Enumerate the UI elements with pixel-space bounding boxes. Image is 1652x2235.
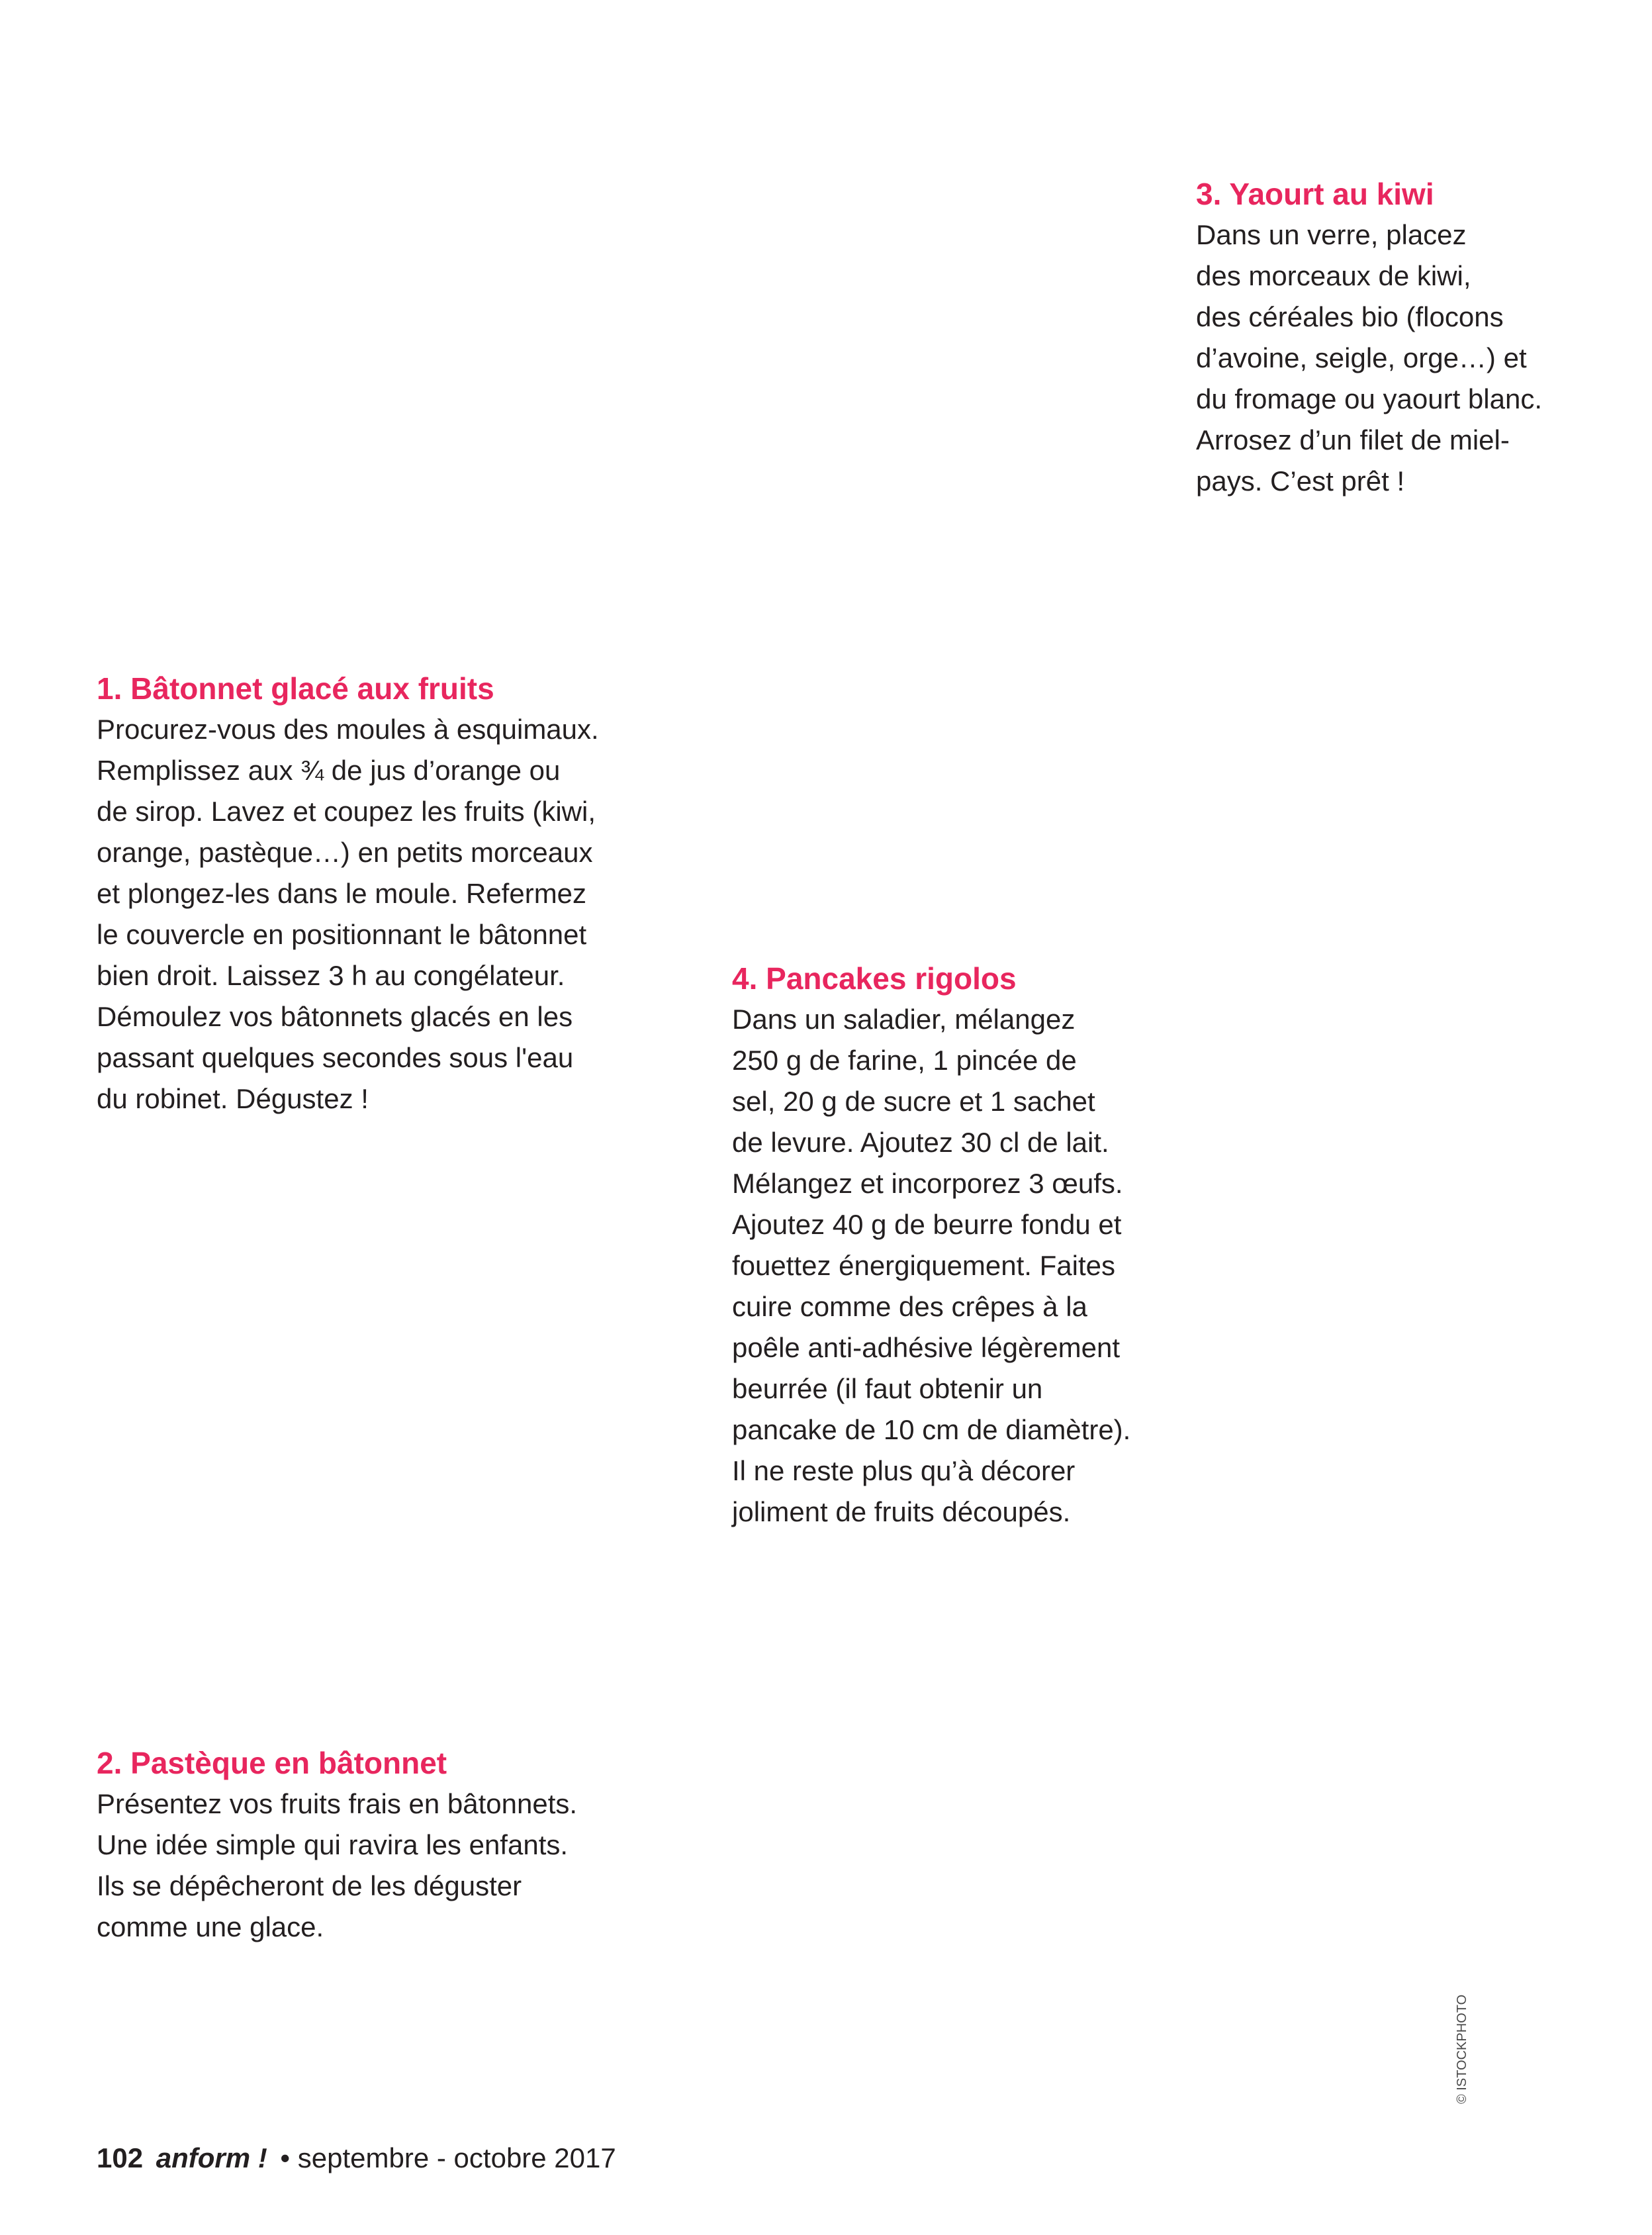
recipe-line: d’avoine, seigle, orge…) et [1196, 342, 1527, 373]
recipe-line: Ils se dépêcheront de les déguster [97, 1870, 522, 1901]
recipe-line: Il ne reste plus qu’à décorer [732, 1455, 1076, 1486]
recipe-line: et plongez-les dans le moule. Refermez [97, 878, 587, 909]
recipe-line: Procurez-vous des moules à esquimaux. [97, 714, 599, 745]
recipe-line: Démoulez vos bâtonnets glacés en les [97, 1001, 573, 1032]
recipe-line: le couvercle en positionnant le bâtonnet [97, 919, 587, 950]
recipe-line: joliment de fruits découpés. [732, 1496, 1071, 1527]
recipe-line: 250 g de farine, 1 pincée de [732, 1045, 1077, 1076]
recipe-line: fouettez énergiquement. Faites [732, 1250, 1116, 1281]
recipe-title: 3. Yaourt au kiwi [1196, 177, 1434, 211]
recipe-line: orange, pastèque…) en petits morceaux [97, 837, 593, 868]
recipe-line: Une idée simple qui ravira les enfants. [97, 1829, 569, 1860]
page-number: 102 [97, 2142, 144, 2173]
magazine-name: anform ! [156, 2142, 267, 2173]
recipe-line: du fromage ou yaourt blanc. [1196, 383, 1542, 414]
recipe-title: 2. Pastèque en bâtonnet [97, 1746, 447, 1780]
recipe-body [97, 1783, 577, 1948]
recipe-pasteque [97, 1742, 577, 1948]
recipe-yaourt-kiwi [1196, 173, 1542, 502]
photo-credit: © ISTOCKPHOTO [1455, 1994, 1469, 2104]
recipe-line: Présentez vos fruits frais en bâtonnets. [97, 1788, 578, 1819]
recipe-line: comme une glace. [97, 1911, 324, 1942]
recipe-line: Arrosez d’un filet de miel- [1196, 424, 1510, 455]
recipe-line: de sirop. Lavez et coupez les fruits (kiwi, [97, 796, 596, 827]
recipe-title: 4. Pancakes rigolos [732, 961, 1017, 996]
recipe-line: pays. C’est prêt ! [1196, 465, 1405, 497]
recipe-line: bien droit. Laissez 3 h au congélateur. [97, 960, 565, 991]
recipe-body [97, 709, 599, 1119]
page-footer [97, 2140, 616, 2177]
recipe-line: des morceaux de kiwi, [1196, 260, 1471, 291]
recipe-line: Dans un verre, placez [1196, 219, 1467, 250]
recipe-line: Ajoutez 40 g de beurre fondu et [732, 1209, 1122, 1240]
recipe-body [1196, 214, 1542, 502]
recipe-line: cuire comme des crêpes à la [732, 1291, 1087, 1322]
recipe-line: pancake de 10 cm de diamètre). [732, 1414, 1131, 1445]
recipe-pancakes [732, 958, 1130, 1533]
recipe-line: Dans un saladier, mélangez [732, 1004, 1076, 1035]
recipe-line: Mélangez et incorporez 3 œufs. [732, 1168, 1123, 1199]
recipe-line: du robinet. Dégustez ! [97, 1083, 369, 1114]
recipe-batonnet-glace [97, 668, 599, 1119]
recipe-line: Remplissez aux ¾ de jus d’orange ou [97, 755, 561, 786]
recipe-line: beurrée (il faut obtenir un [732, 1373, 1043, 1404]
issue-date: • septembre - octobre 2017 [280, 2142, 616, 2173]
recipe-line: sel, 20 g de sucre et 1 sachet [732, 1086, 1095, 1117]
recipe-body [732, 999, 1130, 1533]
recipe-title: 1. Bâtonnet glacé aux fruits [97, 671, 494, 706]
recipe-line: de levure. Ajoutez 30 cl de lait. [732, 1127, 1109, 1158]
recipe-line: des céréales bio (flocons [1196, 301, 1504, 332]
recipe-line: passant quelques secondes sous l'eau [97, 1042, 574, 1073]
recipe-line: poêle anti-adhésive légèrement [732, 1332, 1121, 1363]
